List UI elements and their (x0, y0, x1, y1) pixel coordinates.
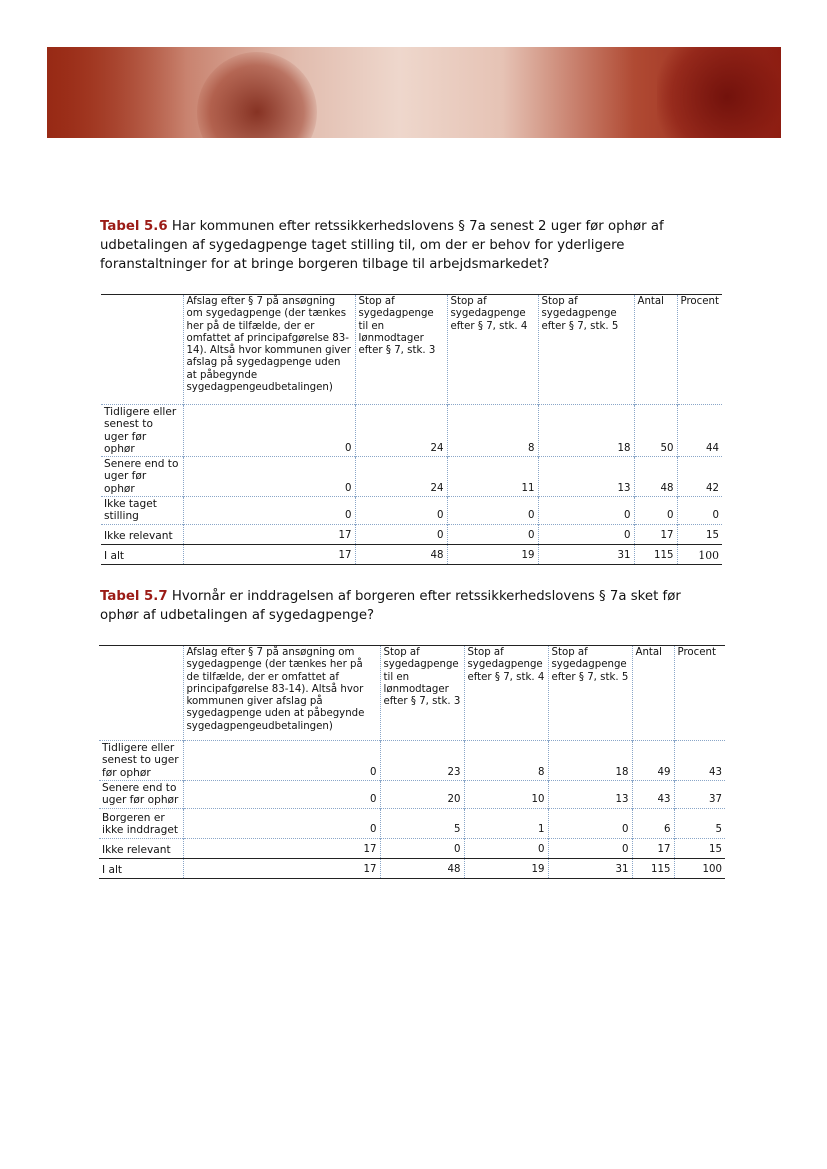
total-cell: 17 (183, 858, 380, 878)
table-cell: 18 (548, 741, 632, 781)
data-table (99, 645, 725, 879)
table-cell: 6 (632, 808, 674, 838)
table-cell: 48 (634, 457, 677, 497)
table-cell: 20 (380, 781, 464, 809)
corner-cell (99, 646, 183, 741)
total-cell: 19 (447, 544, 538, 564)
column-header: Procent (677, 295, 722, 405)
column-header: Stop af sygedagpenge til en lønmodtager efter § 7, stk. 3 (380, 646, 464, 741)
table-cell: 15 (677, 524, 722, 544)
table-cell: 44 (677, 405, 722, 457)
column-header: Stop af sygedagpenge efter § 7, stk. 4 (464, 646, 548, 741)
table-cell: 0 (677, 497, 722, 525)
table-cell: 0 (183, 457, 355, 497)
column-header: Antal (634, 295, 677, 405)
table-cell: 5 (674, 808, 725, 838)
column-header: Stop af sygedagpenge efter § 7, stk. 5 (538, 295, 634, 405)
table-cell: 0 (183, 808, 380, 838)
table-cell: 0 (464, 838, 548, 858)
table-cell: 0 (380, 838, 464, 858)
table-caption (100, 217, 700, 274)
table-cell: 50 (634, 405, 677, 457)
row-label: Ikke taget stilling (101, 497, 183, 525)
table-cell: 8 (447, 405, 538, 457)
table-cell: 8 (464, 741, 548, 781)
table-cell: 43 (632, 781, 674, 809)
total-cell: 100 (674, 858, 725, 878)
table-cell: 42 (677, 457, 722, 497)
table-caption (100, 587, 700, 625)
table-cell: 0 (183, 741, 380, 781)
table-caption-text: Hvornår er inddragelsen af borgeren efter retssikkerhedslovens § 7a sket før ophør af udbetalingen af sygedagpenge? (100, 589, 681, 623)
total-cell: 19 (464, 858, 548, 878)
table-cell: 0 (355, 497, 447, 525)
table-cell: 13 (538, 457, 634, 497)
row-label: Borgeren er ikke inddraget (99, 808, 183, 838)
table-cell: 0 (548, 838, 632, 858)
column-header: Stop af sygedagpenge efter § 7, stk. 4 (447, 295, 538, 405)
column-header: Stop af sygedagpenge til en lønmodtager efter § 7, stk. 3 (355, 295, 447, 405)
table-cell: 10 (464, 781, 548, 809)
row-label: Senere end to uger før ophør (101, 457, 183, 497)
table-cell: 17 (634, 524, 677, 544)
table-cell: 0 (447, 524, 538, 544)
table-cell: 0 (447, 497, 538, 525)
table-cell: 0 (183, 405, 355, 457)
table-cell: 24 (355, 405, 447, 457)
column-header: Afslag efter § 7 på ansøgning om sygedagpenge (der tænkes her på de tilfælde, der er omfattet af principafgørelse 83-14). Altså hvor kommunen giver afslag på sygedagpenge uden at påbegynde sygedagpengeudbetalingen) (183, 646, 380, 741)
table-cell: 0 (634, 497, 677, 525)
table-cell: 17 (183, 838, 380, 858)
row-label-total: I alt (99, 858, 183, 878)
table-cell: 0 (183, 781, 380, 809)
table-cell: 0 (548, 808, 632, 838)
header-banner-image (47, 47, 781, 138)
total-cell: 100 (677, 544, 722, 564)
column-header: Procent (674, 646, 725, 741)
table-cell: 0 (538, 497, 634, 525)
total-cell: 17 (183, 544, 355, 564)
table-cell: 17 (632, 838, 674, 858)
table-cell: 18 (538, 405, 634, 457)
column-header: Stop af sygedagpenge efter § 7, stk. 5 (548, 646, 632, 741)
table-cell: 13 (548, 781, 632, 809)
table-cell: 37 (674, 781, 725, 809)
data-table (101, 294, 722, 565)
total-cell: 115 (634, 544, 677, 564)
column-header: Afslag efter § 7 på ansøgning om sygedagpenge (der tænkes her på de tilfælde, der er omfattet af principafgørelse 83-14). Altså hvor kommunen giver afslag på sygedagpenge uden at påbegynde sygedagpengeudbetalingen) (183, 295, 355, 405)
table-cell: 1 (464, 808, 548, 838)
row-label: Senere end to uger før ophør (99, 781, 183, 809)
table-cell: 0 (183, 497, 355, 525)
table-cell: 43 (674, 741, 725, 781)
table-caption-label: Tabel 5.7 (100, 589, 168, 604)
total-cell: 115 (632, 858, 674, 878)
row-label: Ikke relevant (99, 838, 183, 858)
table-caption-text: Har kommunen efter retssikkerhedslovens § 7a senest 2 uger før ophør af udbetalingen af sygedagpenge taget stilling til, om der er behov for yderligere foranstaltninger for at bringe borgeren tilbage til arbejdsmarkedet? (100, 219, 664, 272)
total-cell: 31 (548, 858, 632, 878)
table-cell: 5 (380, 808, 464, 838)
row-label: Tidligere eller senest to uger før ophør (101, 405, 183, 457)
table-cell: 0 (355, 524, 447, 544)
row-label: Ikke relevant (101, 524, 183, 544)
total-cell: 31 (538, 544, 634, 564)
total-cell: 48 (355, 544, 447, 564)
table-cell: 11 (447, 457, 538, 497)
corner-cell (101, 295, 183, 405)
table-caption-label: Tabel 5.6 (100, 219, 168, 234)
row-label: Tidligere eller senest to uger før ophør (99, 741, 183, 781)
total-cell: 48 (380, 858, 464, 878)
table-cell: 17 (183, 524, 355, 544)
row-label-total: I alt (101, 544, 183, 564)
table-cell: 0 (538, 524, 634, 544)
column-header: Antal (632, 646, 674, 741)
table-cell: 24 (355, 457, 447, 497)
table-cell: 23 (380, 741, 464, 781)
table-cell: 15 (674, 838, 725, 858)
table-cell: 49 (632, 741, 674, 781)
